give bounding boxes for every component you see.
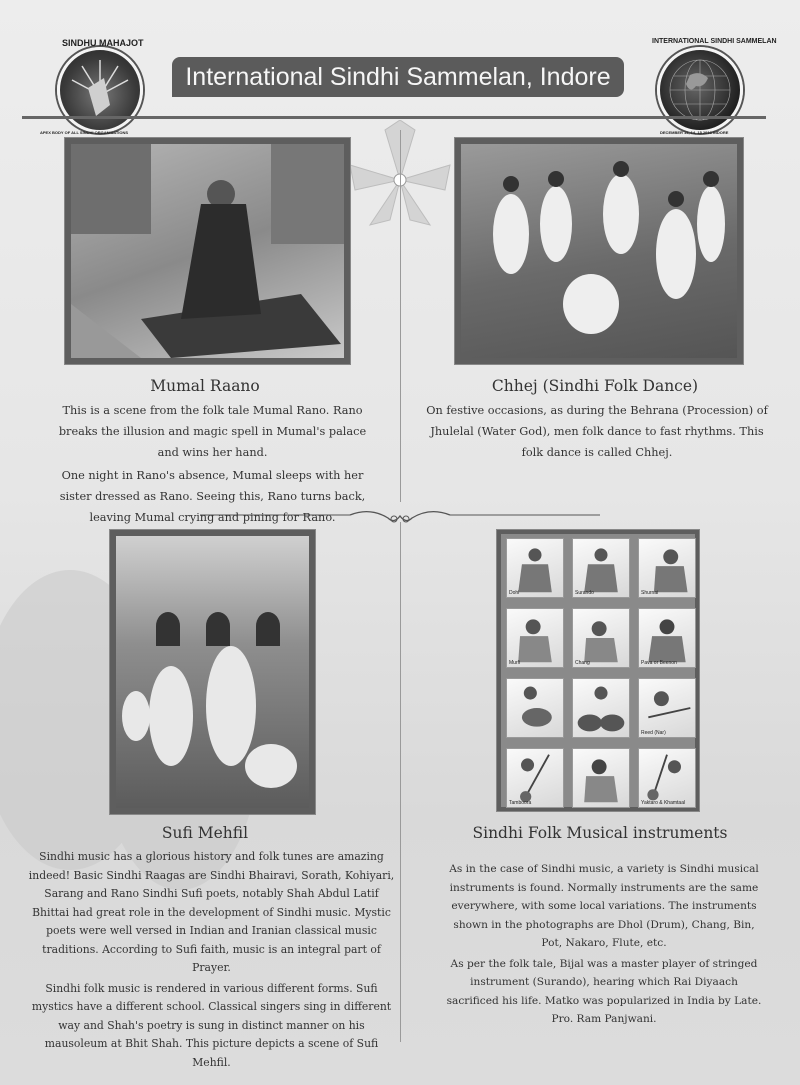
mumal-raano-painting xyxy=(65,138,350,364)
instrument-tile: Surando xyxy=(572,538,630,598)
instrument-tile: Dohl xyxy=(506,538,564,598)
chhej-folk-dance-painting xyxy=(455,138,743,364)
column-divider-bottom xyxy=(400,522,401,1042)
instrument-tile: Chang xyxy=(572,608,630,668)
left-logo-subtext: APEX BODY OF ALL SINDHI ORGANISATIONS xyxy=(40,130,129,135)
chhej-title: Chhej (Sindhi Folk Dance) xyxy=(491,377,699,395)
sufi-mehfil-text: Sindhi music has a glorious history and folk tunes are amazing indeed! Basic Sindhi Raagas are Sindhi Bhairavi, Sorath, Kohiyari, Sarang and Rano Sindhi Sufi poets, notably Shah Abdul Latif Bhittai had great role in the development of Sindhi music. Mystic poets were well versed in Indian and Iranian classical music traditions. According to Sufi faith, music is an integral part of Prayer. Sindhi folk music is rendered in various different forms. Sufi mystics have a different school. Classical singers sing in different way and Shah's poetry is sung in distinct manner on his mausoleum at Bhit Shah. This picture depicts a scene of Sufi Mehfil. xyxy=(28,850,395,1069)
chhej-text: On festive occasions, as during the Behrana (Procession) of Jhulelal (Water God), men folk dance to fast rhythms. This folk dance is called Chhej. xyxy=(426,404,768,459)
instrument-tile: Pava or Beenon xyxy=(638,608,696,668)
musical-instruments-text: As in the case of Sindhi music, a variety is Sindhi musical instruments is found. Normally instruments are the same everywhere, with some local variations. The instruments shown in the photographs are Dhol (Drum), Chang, Bin, Pot, Nakaro, Flute, etc. As per the folk tale, Bijal was a master player of stringed instrument (Surando), hearing which Rai Diyaach sacrificed his life. Matko was popularized in India by Late. Pro. Ram Panjwani. xyxy=(446,863,762,1025)
instrument-tile: Yaktaro & Khamtaal xyxy=(638,748,696,808)
sufi-mehfil-painting xyxy=(110,530,315,814)
instrument-tile: Shurnai xyxy=(638,538,696,598)
header-divider xyxy=(22,116,766,119)
instrument-tile: Tamboora xyxy=(506,748,564,808)
mumal-raano-text: This is a scene from the folk tale Mumal Rano. Rano breaks the illusion and magic spell in Mumal's palace and wins her hand. One night in Rano's absence, Mumal sleeps with her sister dressed as Rano. Seeing this, Rano turns back, leaving Mumal crying and pining for Rano. xyxy=(58,404,367,524)
column-divider-top xyxy=(400,130,401,502)
right-logo-text: INTERNATIONAL SINDHI SAMMELAN xyxy=(652,38,777,45)
instrument-tile: Reed (Nar) xyxy=(638,678,696,738)
left-logo-text: SINDHU MAHAJOT xyxy=(62,38,144,48)
instrument-tile xyxy=(572,748,630,808)
musical-instruments-title: Sindhi Folk Musical instruments xyxy=(472,824,728,842)
sindhu-mahajot-logo xyxy=(57,47,143,133)
instrument-tile xyxy=(572,678,630,738)
page-title: International Sindhi Sammelan, Indore xyxy=(172,57,624,97)
right-logo-subtext: DECEMBER 13, 14, 15 2013 INDORE xyxy=(660,130,729,135)
sufi-mehfil-title: Sufi Mehfil xyxy=(161,824,249,842)
instrument-tile xyxy=(506,678,564,738)
mumal-raano-title: Mumal Raano xyxy=(150,377,260,395)
instrument-tile: Murli xyxy=(506,608,564,668)
sammelan-globe-logo xyxy=(657,47,743,133)
instrument-grid xyxy=(506,538,696,808)
